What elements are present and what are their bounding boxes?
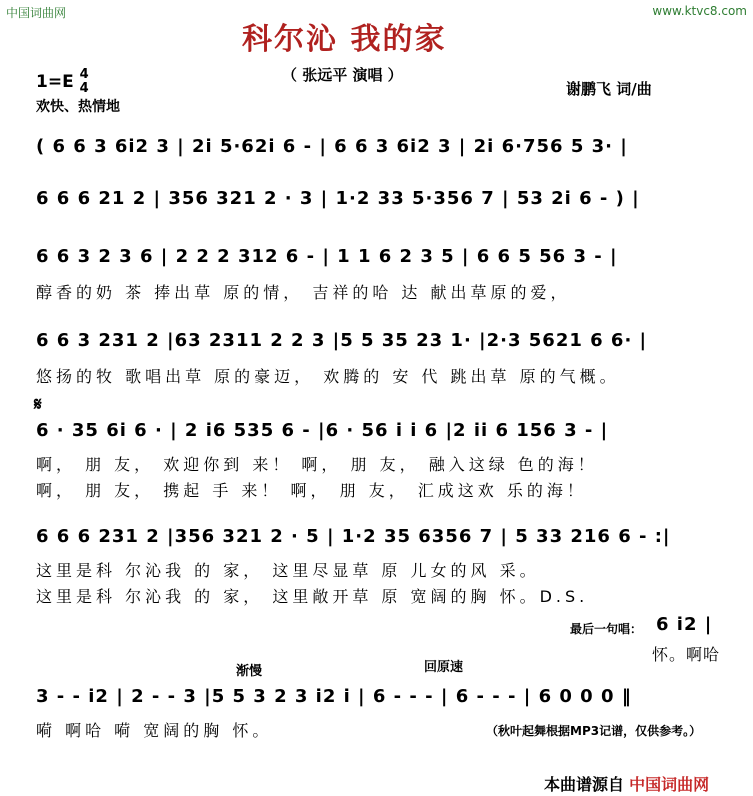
time-denominator: 4 <box>79 81 89 96</box>
last-sentence-lyric: 怀。啊哈 <box>652 645 721 664</box>
notation-row-5: 6 · 35 6i 6 · | 2 i6 535 6 - |6 · 56 i i 6 |2 ii 6 156 3 - | <box>36 420 609 441</box>
last-sentence-notes: 6 i2 | <box>656 614 713 635</box>
notation-row-2: 6 6 6 21 2 | 356 321 2 · 3 | 1·2 33 5·356 7 | 53 2i 6 - ) | <box>36 188 640 209</box>
time-numerator: 4 <box>79 67 89 82</box>
lyrics-row-5a: 啊， 朋 友， 欢迎你到 来！ 啊， 朋 友， 融入这绿 色的海！ <box>36 455 598 474</box>
lyrics-row-4: 悠扬的牧 歌唱出草 原的豪迈， 欢腾的 安 代 跳出草 原的气概。 <box>36 367 620 386</box>
notation-row-7: 3 - - i2 | 2 - - 3 |5 5 3 2 3 i2 i | 6 - - - | 6 - - - | 6 0 0 0 ‖ <box>36 686 632 707</box>
lyrics-row-6a: 这里是科 尔沁我 的 家， 这里尽显草 原 儿女的风 采。 <box>36 561 540 580</box>
lyrics-row-6b: 这里是科 尔沁我 的 家， 这里敞开草 原 宽阔的胸 怀。D.S. <box>36 587 589 606</box>
notation-row-3: 6 6 3 2 3 6 | 2 2 2 312 6 - | 1 1 6 2 3 5 | 6 6 5 56 3 - | <box>36 246 618 267</box>
notation-row-1: ( 6 6 3 6i2 3 | 2i 5·62i 6 - | 6 6 3 6i2 3 | 2i 6·756 5 3· | <box>36 136 628 157</box>
time-signature <box>80 68 89 96</box>
notation-row-6: 6 6 6 231 2 |356 321 2 · 5 | 1·2 35 6356 7 | 5 33 216 6 - :| <box>36 526 671 547</box>
author-credit: 谢鹏飞 词/曲 <box>566 80 652 98</box>
key-label: 1=E <box>36 72 74 92</box>
transcription-note: （秋叶起舞根据MP3记谱，仅供参考。） <box>486 724 702 738</box>
song-title: 科尔沁 我的家 <box>242 22 447 57</box>
lyrics-row-3: 醇香的奶 茶 捧出草 原的情， 吉祥的哈 达 献出草原的爱， <box>36 283 571 302</box>
lyrics-row-7: 嗬 啊哈 嗬 宽阔的胸 怀。 <box>36 721 273 740</box>
last-sentence-label: 最后一句唱： <box>570 622 643 636</box>
tempo-mark: 欢快、热情地 <box>36 99 120 115</box>
singer-credit: （ 张远平 演唱 ） <box>282 66 403 84</box>
mark-ritardando: 渐慢 <box>236 664 263 679</box>
watermark-left: 中国词曲网 <box>6 6 67 20</box>
key-signature <box>36 68 89 96</box>
segno-sign: 𝄋 <box>34 394 42 415</box>
footer-text: 本曲谱源自 <box>544 775 625 794</box>
footer-site: 中国词曲网 <box>629 775 710 794</box>
lyrics-row-5b: 啊， 朋 友， 携起 手 来！ 啊， 朋 友， 汇成这欢 乐的海！ <box>36 481 587 500</box>
mark-a-tempo: 回原速 <box>424 660 464 675</box>
watermark-right: www.ktvc8.com <box>652 4 747 18</box>
notation-row-4: 6 6 3 231 2 |63 2311 2 2 3 |5 5 35 23 1· |2·3 5621 6 6· | <box>36 330 648 351</box>
source-footer <box>544 772 709 795</box>
